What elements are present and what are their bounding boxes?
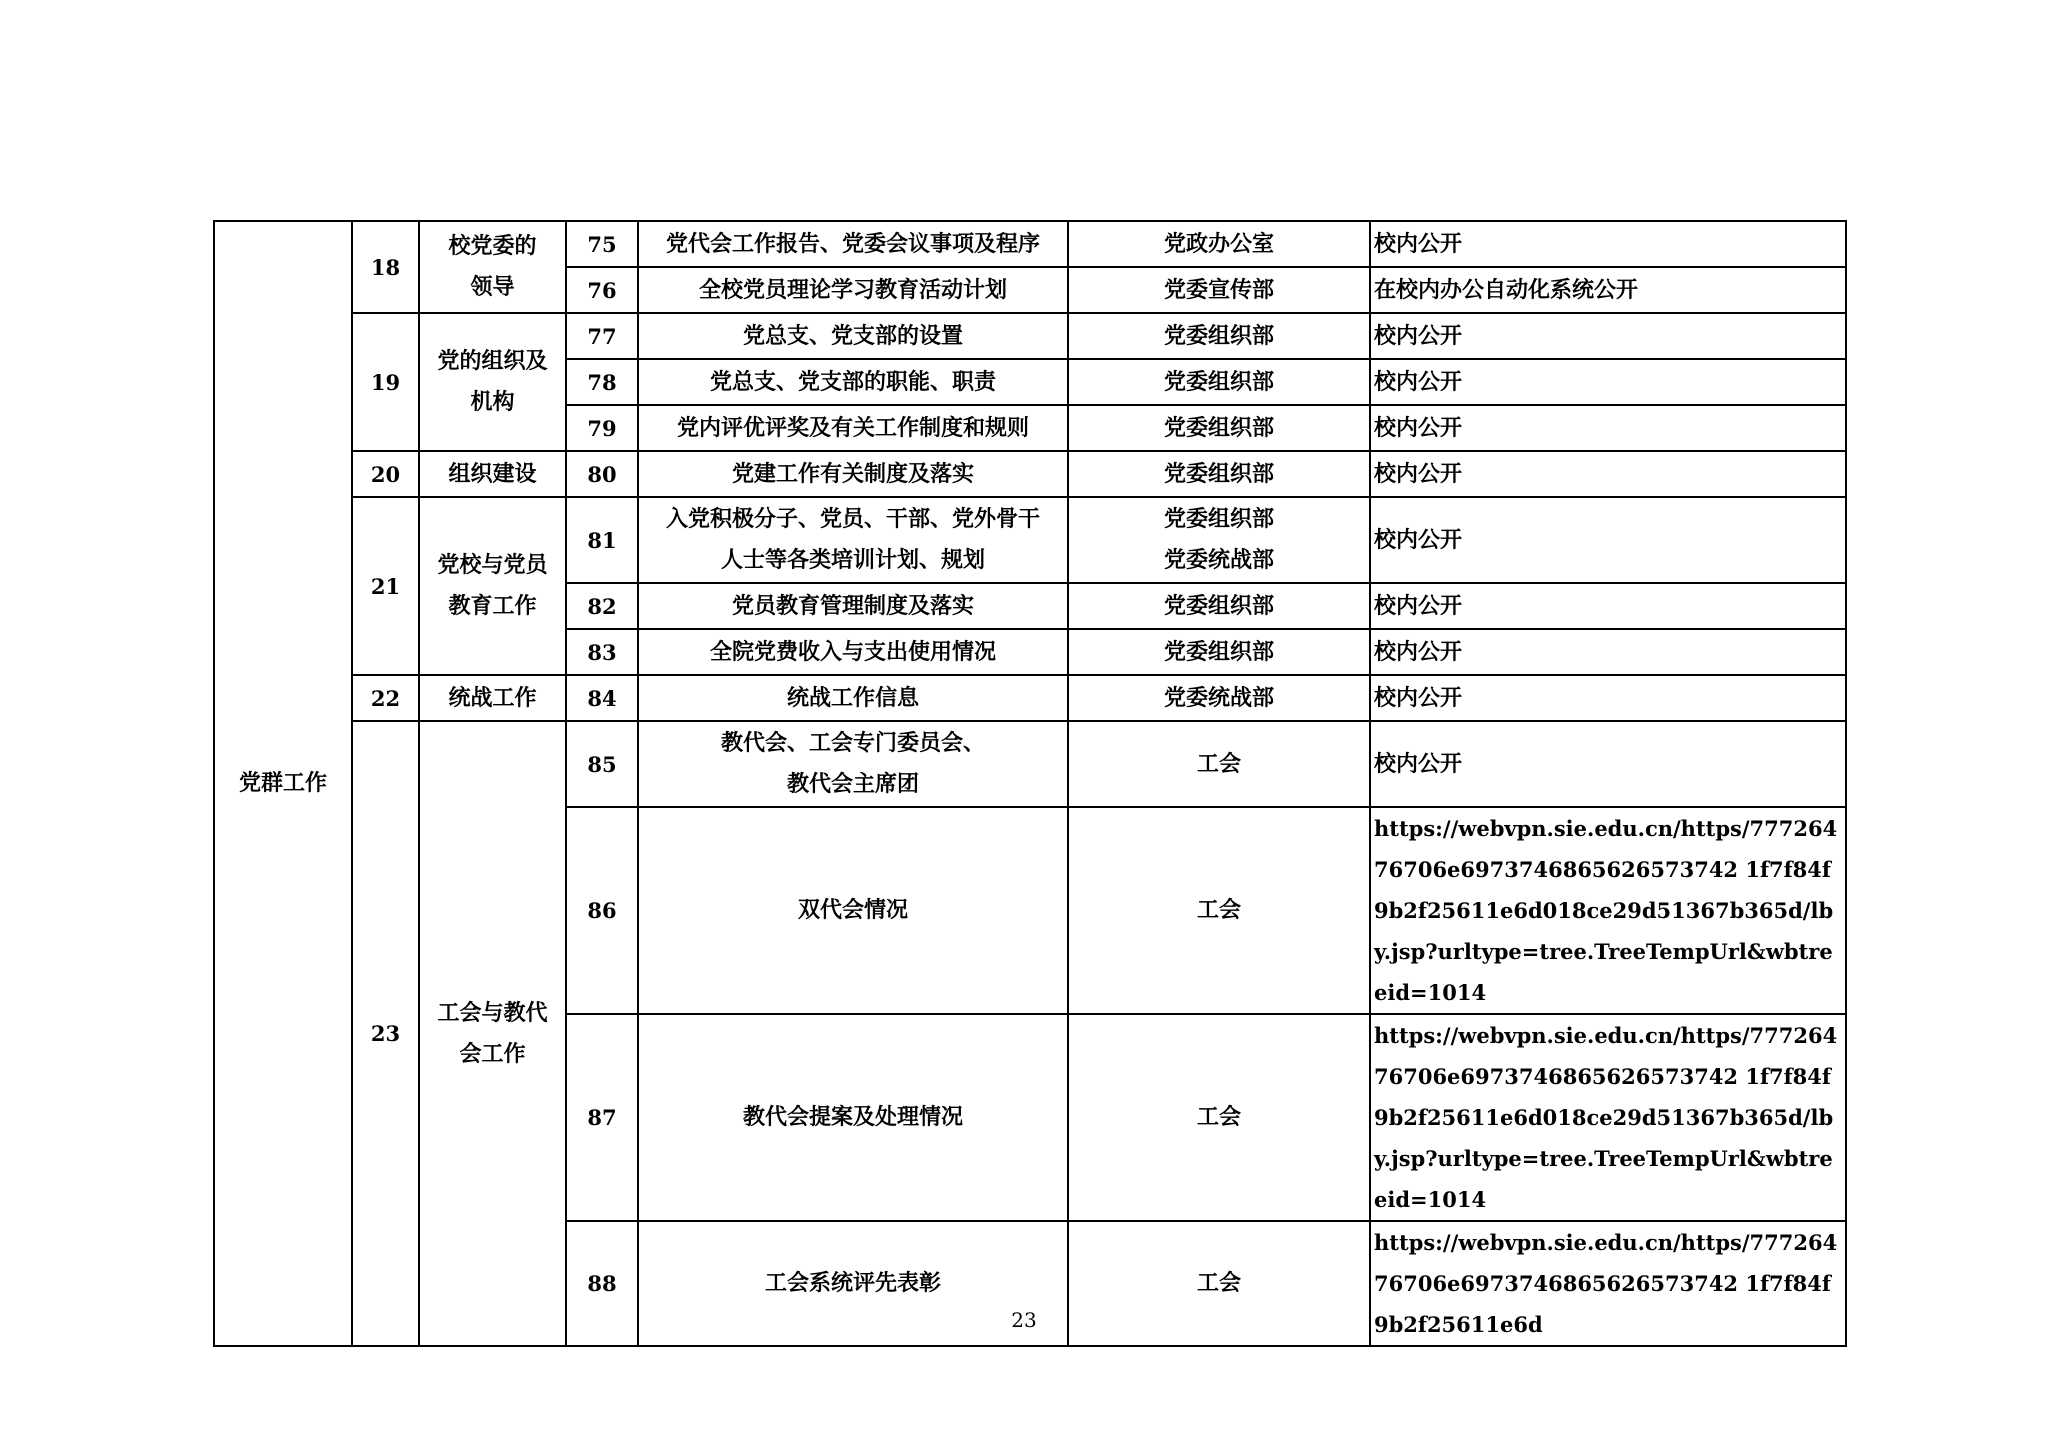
item-department: 党委组织部 [1068, 405, 1370, 451]
item-scope: 在校内办公自动化系统公开 [1370, 267, 1846, 313]
group-number: 21 [352, 497, 419, 675]
item-number: 82 [566, 583, 638, 629]
item-content: 党内评优评奖及有关工作制度和规则 [638, 405, 1068, 451]
item-department: 党委组织部 [1068, 583, 1370, 629]
item-number: 75 [566, 221, 638, 267]
table-row [214, 313, 1846, 359]
group-number: 23 [352, 721, 419, 1346]
item-department: 工会 [1068, 1221, 1370, 1346]
group-name: 校党委的 领导 [419, 221, 566, 313]
item-department: 工会 [1068, 1014, 1370, 1221]
item-scope: 校内公开 [1370, 583, 1846, 629]
item-scope-url[interactable]: https://webvpn.sie.edu.cn/https/77726476706e6973746865626573742 1f7f84f9b2f25611e6d018ce29d51367b365d/lby.jsp?urltype=tree.TreeTempUrl&wbtreeid=1014 [1370, 1014, 1846, 1221]
group-name: 党的组织及 机构 [419, 313, 566, 451]
item-content: 党代会工作报告、党委会议事项及程序 [638, 221, 1068, 267]
item-department: 党委组织部 [1068, 359, 1370, 405]
item-content: 教代会、工会专门委员会、 教代会主席团 [638, 721, 1068, 807]
item-department: 党委组织部 [1068, 451, 1370, 497]
item-number: 80 [566, 451, 638, 497]
group-number: 18 [352, 221, 419, 313]
item-number: 84 [566, 675, 638, 721]
table-row [214, 497, 1846, 583]
item-content: 工会系统评先表彰 [638, 1221, 1068, 1346]
item-content: 入党积极分子、党员、干部、党外骨干 人士等各类培训计划、规划 [638, 497, 1068, 583]
item-content: 全校党员理论学习教育活动计划 [638, 267, 1068, 313]
item-scope-url[interactable]: https://webvpn.sie.edu.cn/https/77726476706e6973746865626573742 1f7f84f9b2f25611e6d [1370, 1221, 1846, 1346]
item-number: 76 [566, 267, 638, 313]
group-number: 20 [352, 451, 419, 497]
page-number: 23 [1011, 1308, 1037, 1332]
group-number: 22 [352, 675, 419, 721]
item-number: 79 [566, 405, 638, 451]
item-content: 双代会情况 [638, 807, 1068, 1014]
table-row [214, 721, 1846, 807]
item-scope: 校内公开 [1370, 405, 1846, 451]
table-row [214, 451, 1846, 497]
item-scope: 校内公开 [1370, 721, 1846, 807]
item-department: 党委组织部 [1068, 313, 1370, 359]
item-department: 工会 [1068, 807, 1370, 1014]
item-scope: 校内公开 [1370, 359, 1846, 405]
group-number: 19 [352, 313, 419, 451]
item-department: 党委宣传部 [1068, 267, 1370, 313]
category-cell: 党群工作 [214, 221, 352, 1346]
item-number: 78 [566, 359, 638, 405]
item-number: 87 [566, 1014, 638, 1221]
item-number: 88 [566, 1221, 638, 1346]
item-scope: 校内公开 [1370, 497, 1846, 583]
item-content: 党总支、党支部的职能、职责 [638, 359, 1068, 405]
item-number: 83 [566, 629, 638, 675]
item-department: 党委组织部 [1068, 629, 1370, 675]
item-scope: 校内公开 [1370, 313, 1846, 359]
item-department: 党委统战部 [1068, 675, 1370, 721]
group-name: 统战工作 [419, 675, 566, 721]
disclosure-table [213, 220, 1847, 1347]
table-row [214, 675, 1846, 721]
item-content: 教代会提案及处理情况 [638, 1014, 1068, 1221]
item-department: 党委组织部 党委统战部 [1068, 497, 1370, 583]
item-content: 党建工作有关制度及落实 [638, 451, 1068, 497]
item-content: 党总支、党支部的设置 [638, 313, 1068, 359]
item-department: 工会 [1068, 721, 1370, 807]
group-name: 党校与党员 教育工作 [419, 497, 566, 675]
item-content: 党员教育管理制度及落实 [638, 583, 1068, 629]
item-scope: 校内公开 [1370, 221, 1846, 267]
item-number: 81 [566, 497, 638, 583]
item-number: 85 [566, 721, 638, 807]
item-number: 77 [566, 313, 638, 359]
item-content: 统战工作信息 [638, 675, 1068, 721]
item-scope: 校内公开 [1370, 629, 1846, 675]
item-scope: 校内公开 [1370, 451, 1846, 497]
item-scope: 校内公开 [1370, 675, 1846, 721]
item-content: 全院党费收入与支出使用情况 [638, 629, 1068, 675]
item-scope-url[interactable]: https://webvpn.sie.edu.cn/https/77726476706e6973746865626573742 1f7f84f9b2f25611e6d018ce29d51367b365d/lby.jsp?urltype=tree.TreeTempUrl&wbtreeid=1014 [1370, 807, 1846, 1014]
table-row [214, 221, 1846, 267]
item-department: 党政办公室 [1068, 221, 1370, 267]
item-number: 86 [566, 807, 638, 1014]
group-name: 组织建设 [419, 451, 566, 497]
group-name: 工会与教代 会工作 [419, 721, 566, 1346]
